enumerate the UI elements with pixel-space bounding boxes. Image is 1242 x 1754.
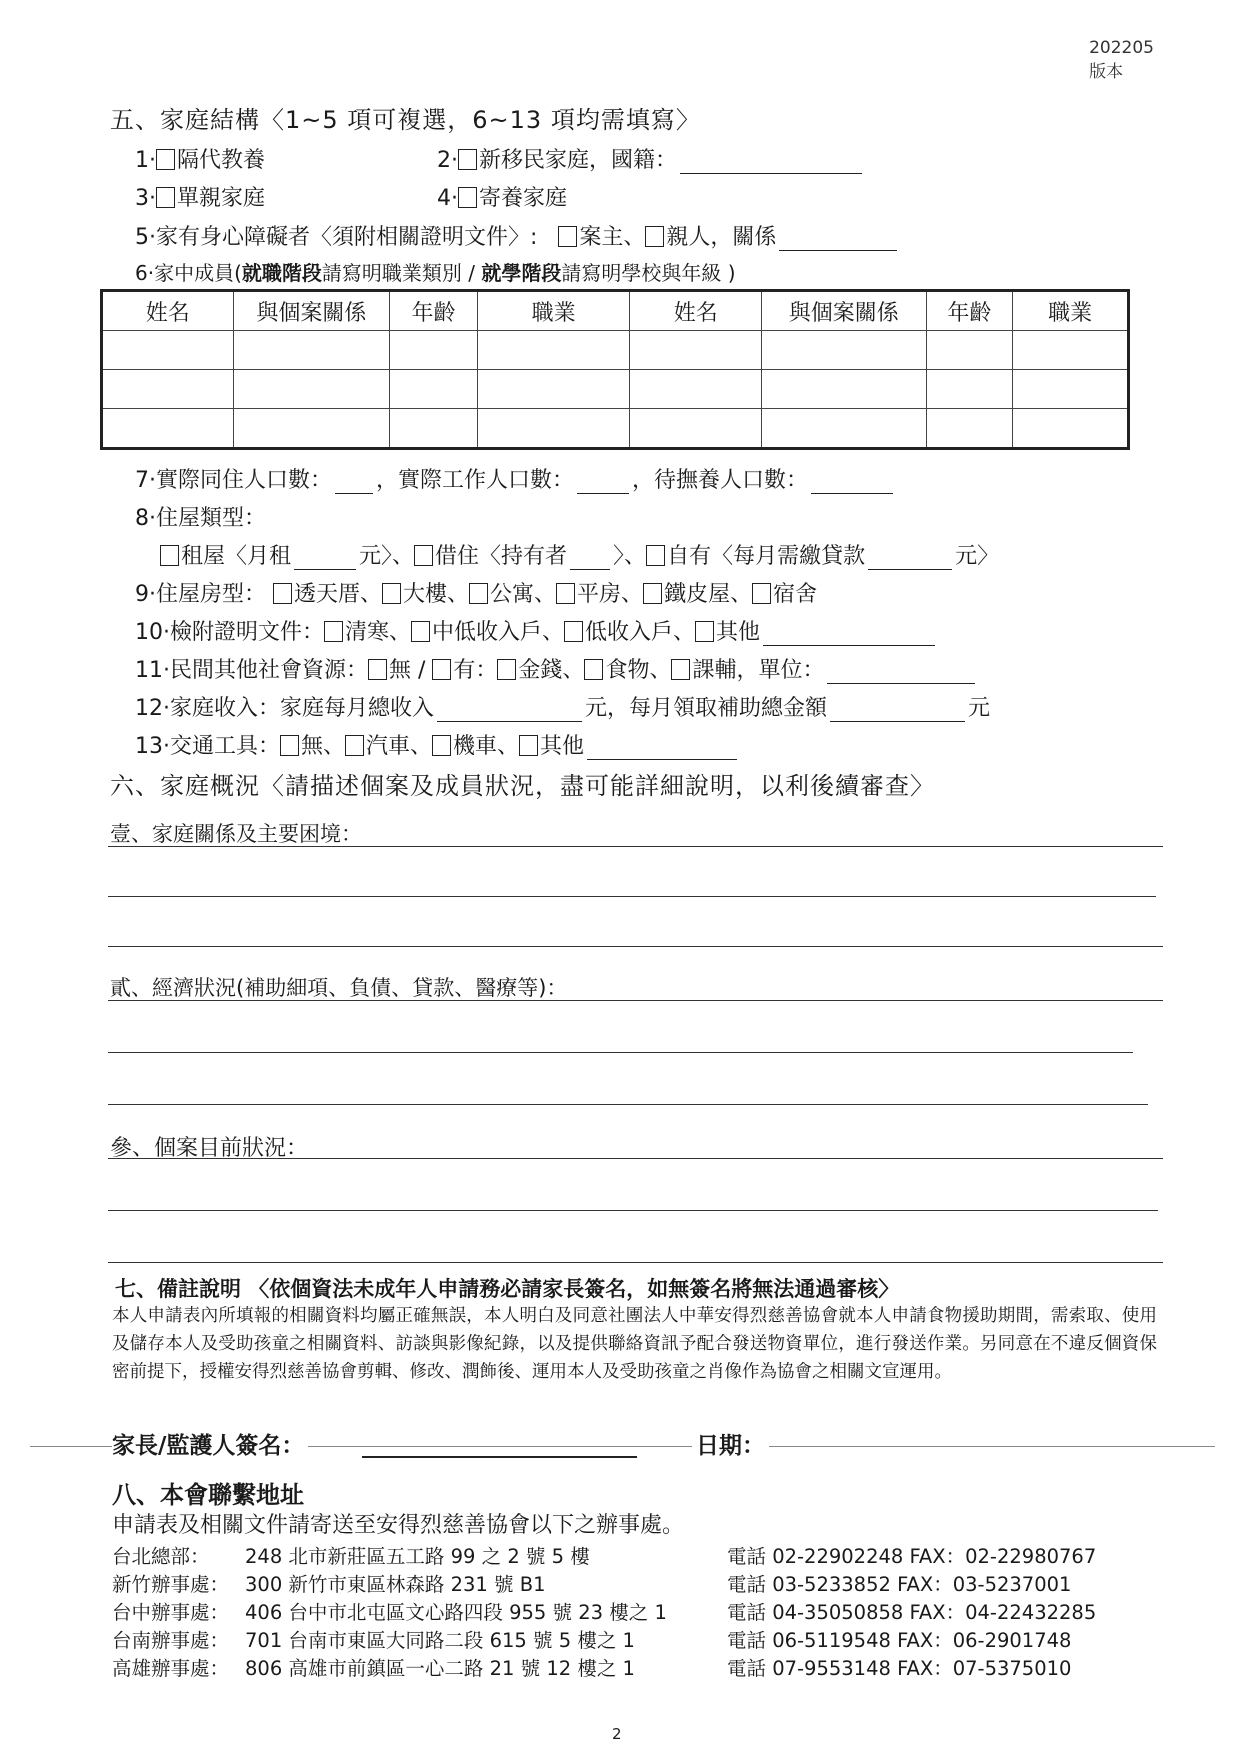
item2 [437, 143, 865, 174]
rent-yuan: 元〉、 [359, 544, 415, 569]
item1-label: 隔代教養 [177, 148, 266, 173]
section7-title: 七、備註說明 〈依個資法未成年人申請務必請家長簽名，如無簽名將無法通過審核〉 [115, 1277, 900, 1301]
item5-opt1: 案主、 [579, 225, 646, 250]
q3-line-2[interactable] [108, 1210, 1158, 1211]
opt-townhouse: 透天厝、 [294, 582, 383, 607]
table-cell[interactable] [1013, 331, 1129, 370]
section5-title: 五、家庭結構〈1~5 項可複選，6~13 項均需填寫〉 [110, 106, 701, 134]
item2-label: 新移民家庭，國籍： [479, 148, 678, 173]
item6-bold2: 就學階段 [481, 261, 562, 285]
opt-low-income: 低收入戶、 [585, 620, 696, 645]
q2-line-1[interactable] [108, 1000, 1163, 1001]
item12 [135, 691, 990, 722]
q1-line-2[interactable] [108, 896, 1156, 897]
table-header-row [102, 291, 1129, 331]
checkbox-single-parent[interactable] [156, 187, 175, 208]
checkbox-no-resource[interactable] [368, 659, 387, 680]
monthly-income-field[interactable] [437, 699, 582, 722]
owner-field[interactable] [570, 547, 610, 570]
item5 [135, 220, 900, 251]
checkbox-other-proof[interactable] [695, 621, 714, 642]
item8-options [160, 539, 999, 570]
col-occupation-2: 職業 [1013, 291, 1129, 331]
item6-mid2: 請寫明學校與年級 ) [561, 261, 736, 285]
table-cell[interactable] [926, 409, 1013, 449]
item11-label: 11·民間其他社會資源： [135, 658, 368, 683]
cohabit-count-field[interactable] [335, 471, 373, 494]
item9-label: 9·住屋房型： [135, 582, 266, 607]
table-row [102, 409, 1129, 449]
own-yuan: 元〉 [955, 544, 1000, 569]
office-tainan-phone: 電話 06-5119548 FAX：06-2901748 [727, 1629, 1072, 1652]
item1-number: 1· [135, 148, 156, 173]
relation-field[interactable] [779, 228, 897, 251]
item6 [135, 257, 736, 286]
table-cell[interactable] [926, 370, 1013, 409]
opt-tin-house: 鐵皮屋、 [664, 582, 753, 607]
table-cell[interactable] [390, 331, 478, 370]
opt-scooter: 機車、 [453, 734, 520, 759]
checkbox-food[interactable] [584, 659, 603, 680]
checkbox-low-income[interactable] [564, 621, 583, 642]
item2-number: 2· [437, 148, 458, 173]
date-label: 日期： [692, 1427, 769, 1460]
nationality-field[interactable] [680, 151, 862, 174]
resource-unit-field[interactable] [827, 661, 975, 684]
checkbox-has-resource[interactable] [432, 659, 451, 680]
section8-intro: 申請表及相關文件請寄送至安得烈慈善協會以下之辦事處。 [112, 1513, 685, 1538]
office-taipei-address: 248 北市新莊區五工路 99 之 2 號 5 樓 [245, 1545, 590, 1568]
item6-bold1: 就職階段 [241, 261, 322, 285]
col-age: 年齡 [390, 291, 478, 331]
opt-food: 食物、 [605, 658, 672, 683]
checkbox-car[interactable] [345, 735, 364, 756]
item3-label: 單親家庭 [177, 186, 266, 211]
item13 [135, 729, 740, 760]
table-cell[interactable] [233, 331, 390, 370]
col-occupation: 職業 [477, 291, 630, 331]
opt-bungalow: 平房、 [577, 582, 644, 607]
table-cell[interactable] [477, 370, 630, 409]
opt-tutoring: 課輔，單位： [692, 658, 825, 683]
item12-label-c: 元 [968, 696, 991, 721]
version-label: 版本 [1089, 62, 1124, 82]
table-cell[interactable] [926, 331, 1013, 370]
table-cell[interactable] [233, 370, 390, 409]
table-cell[interactable] [102, 409, 234, 449]
signature-label: 家長/監護人簽名： [112, 1427, 308, 1460]
section8-title: 八、本會聯繫地址 [112, 1481, 304, 1509]
item9 [135, 577, 817, 608]
q3-label: 參、個案目前狀況： [110, 1136, 309, 1161]
q2-line-3[interactable] [108, 1104, 1148, 1105]
checkbox-apartment[interactable] [469, 583, 488, 604]
signature-field[interactable] [362, 1456, 637, 1458]
opt-mid-low-income: 中低收入戶、 [432, 620, 565, 645]
item5-opt2: 親人，關係 [666, 225, 777, 250]
table-cell[interactable] [102, 331, 234, 370]
item6-mid1: 請寫明職業類別 / [321, 261, 482, 285]
table-row [102, 370, 1129, 409]
checkbox-tin-house[interactable] [643, 583, 662, 604]
table-row [102, 331, 1129, 370]
table-cell[interactable] [102, 370, 234, 409]
table-cell[interactable] [390, 370, 478, 409]
opt-building: 大樓、 [403, 582, 470, 607]
opt-car: 汽車、 [366, 734, 433, 759]
borrow-label: 借住〈持有者 [435, 544, 568, 569]
page-number: 2 [612, 1725, 622, 1743]
checkbox-borrow[interactable] [414, 545, 433, 566]
other-proof-field[interactable] [763, 623, 935, 646]
q1-label: 壹、家庭關係及主要困境： [110, 822, 362, 846]
table-cell[interactable] [477, 409, 630, 449]
checkbox-foster[interactable] [458, 187, 477, 208]
q3-line-3[interactable] [108, 1262, 1163, 1263]
checkbox-building[interactable] [382, 583, 401, 604]
checkbox-scooter[interactable] [432, 735, 451, 756]
item8: 8·住屋類型： [135, 506, 266, 531]
table-cell[interactable] [1013, 409, 1129, 449]
item3-number: 3· [135, 186, 156, 211]
item5-label: 5·家有身心障礙者〈須附相關證明文件〉: [135, 225, 538, 250]
family-members-table [100, 289, 1130, 450]
office-kaohsiung-address: 806 高雄市前鎮區一心二路 21 號 12 樓之 1 [245, 1657, 635, 1680]
consent-text: 本人申請表內所填報的相關資料均屬正確無誤，本人明白及同意社團法人中華安得烈慈善協會就本人申請食物援助期間，需索取、使用及儲存本人及受助孩童之相關資料、訪談與影像紀錄，以及提供聯絡資訊予配合發送物資單位，進行發送作業。另同意在不違反個資保密前提下，授權安得烈慈善協會剪輯、修改、潤飾後、運用本人及受助孩童之肖像作為協會之相關文宣運用。 [112, 1306, 1157, 1382]
office-taichung-address: 406 台中市北屯區文心路四段 955 號 23 樓之 1 [245, 1601, 667, 1624]
own-label: 自有〈每月需繳貸款 [667, 544, 866, 569]
office-taipei-phone: 電話 02-22902248 FAX：02-22980767 [727, 1545, 1097, 1568]
item4-label: 寄養家庭 [479, 186, 568, 211]
checkbox-money[interactable] [497, 659, 516, 680]
checkbox-townhouse[interactable] [273, 583, 292, 604]
table-cell[interactable] [630, 331, 762, 370]
table-cell[interactable] [762, 409, 926, 449]
q2-label: 貳、經濟狀況(補助細項、負債、貸款、醫療等)： [110, 976, 568, 1000]
checkbox-rent[interactable] [160, 545, 179, 566]
col-name: 姓名 [102, 291, 234, 331]
other-vehicle-field[interactable] [587, 737, 737, 760]
checkbox-other-vehicle[interactable] [519, 735, 538, 756]
loan-amount-field[interactable] [868, 547, 952, 570]
office-taipei-name: 台北總部： [112, 1545, 210, 1568]
item11 [135, 653, 978, 684]
office-hsinchu-address: 300 新竹市東區林森路 231 號 B1 [245, 1573, 546, 1596]
office-tainan-name: 台南辦事處： [112, 1629, 230, 1652]
table-cell[interactable] [762, 370, 926, 409]
checkbox-disabled-client[interactable] [558, 226, 577, 247]
rent-label: 租屋〈月租 [181, 544, 292, 569]
checkbox-poor[interactable] [324, 621, 343, 642]
table-cell[interactable] [762, 331, 926, 370]
working-count-field[interactable] [577, 471, 629, 494]
col-relation-2: 與個案關係 [762, 291, 926, 331]
item7-label-c: ，待撫養人口數： [632, 468, 809, 493]
opt-has-resource: 有： [453, 658, 498, 683]
opt-money: 金錢、 [518, 658, 585, 683]
opt-dorm: 宿舍 [773, 582, 818, 607]
office-hsinchu-phone: 電話 03-5233852 FAX：03-5237001 [727, 1573, 1072, 1596]
checkbox-bungalow[interactable] [556, 583, 575, 604]
office-taichung-name: 台中辦事處： [112, 1601, 230, 1624]
opt-apartment: 公寓、 [490, 582, 557, 607]
q3-line-1[interactable] [108, 1158, 1163, 1159]
opt-other-proof: 其他 [716, 620, 761, 645]
office-hsinchu-name: 新竹辦事處： [112, 1573, 230, 1596]
office-kaohsiung-phone: 電話 07-9553148 FAX：07-5375010 [727, 1657, 1072, 1680]
item7-label-b: ，實際工作人口數： [376, 468, 575, 493]
section6-title: 六、家庭概況〈請描述個案及成員狀況，盡可能詳細說明，以利後續審查〉 [110, 772, 935, 800]
version-block [1089, 36, 1154, 84]
col-relation: 與個案關係 [233, 291, 390, 331]
item10-label: 10·檢附證明文件： [135, 620, 324, 645]
item12-label-b: 元，每月領取補助總金額 [585, 696, 828, 721]
dependent-count-field[interactable] [811, 471, 893, 494]
opt-no-vehicle: 無、 [301, 734, 346, 759]
office-taichung-phone: 電話 04-35050858 FAX：04-22432285 [727, 1601, 1097, 1624]
table-cell[interactable] [477, 331, 630, 370]
q1-line-1[interactable] [108, 846, 1163, 847]
table-cell[interactable] [630, 370, 762, 409]
opt-poor: 清寒、 [345, 620, 412, 645]
table-cell[interactable] [390, 409, 478, 449]
q1-line-3[interactable] [108, 946, 1163, 947]
q2-line-2[interactable] [108, 1052, 1133, 1053]
item10 [135, 615, 938, 646]
subsidy-amount-field[interactable] [830, 699, 965, 722]
item4-number: 4· [437, 186, 458, 211]
borrow-close: 〉、 [613, 544, 647, 569]
item4 [437, 181, 567, 212]
checkbox-grandparent[interactable] [156, 149, 175, 170]
item12-label-a: 12·家庭收入：家庭每月總收入 [135, 696, 434, 721]
table-cell[interactable] [1013, 370, 1129, 409]
opt-no-resource: 無 / [389, 658, 433, 683]
office-tainan-address: 701 台南市東區大同路二段 615 號 5 樓之 1 [245, 1629, 635, 1652]
checkbox-own[interactable] [646, 545, 665, 566]
item7 [135, 463, 896, 494]
checkbox-dorm[interactable] [752, 583, 771, 604]
table-cell[interactable] [233, 409, 390, 449]
table-cell[interactable] [630, 409, 762, 449]
col-age-2: 年齡 [926, 291, 1013, 331]
opt-other-vehicle: 其他 [540, 734, 585, 759]
item7-label-a: 7·實際同住人口數： [135, 468, 332, 493]
rent-amount-field[interactable] [294, 547, 356, 570]
item3 [135, 181, 265, 212]
checkbox-no-vehicle[interactable] [280, 735, 299, 756]
checkbox-mid-low-income[interactable] [411, 621, 430, 642]
item13-label: 13·交通工具： [135, 734, 280, 759]
office-kaohsiung-name: 高雄辦事處： [112, 1657, 230, 1680]
item6-label: 6·家中成員( [135, 261, 242, 285]
item1 [135, 143, 265, 174]
col-name-2: 姓名 [630, 291, 762, 331]
checkbox-new-immigrant[interactable] [458, 149, 477, 170]
checkbox-disabled-relative[interactable] [645, 226, 664, 247]
checkbox-tutoring[interactable] [671, 659, 690, 680]
version-code: 202205 [1089, 38, 1154, 58]
